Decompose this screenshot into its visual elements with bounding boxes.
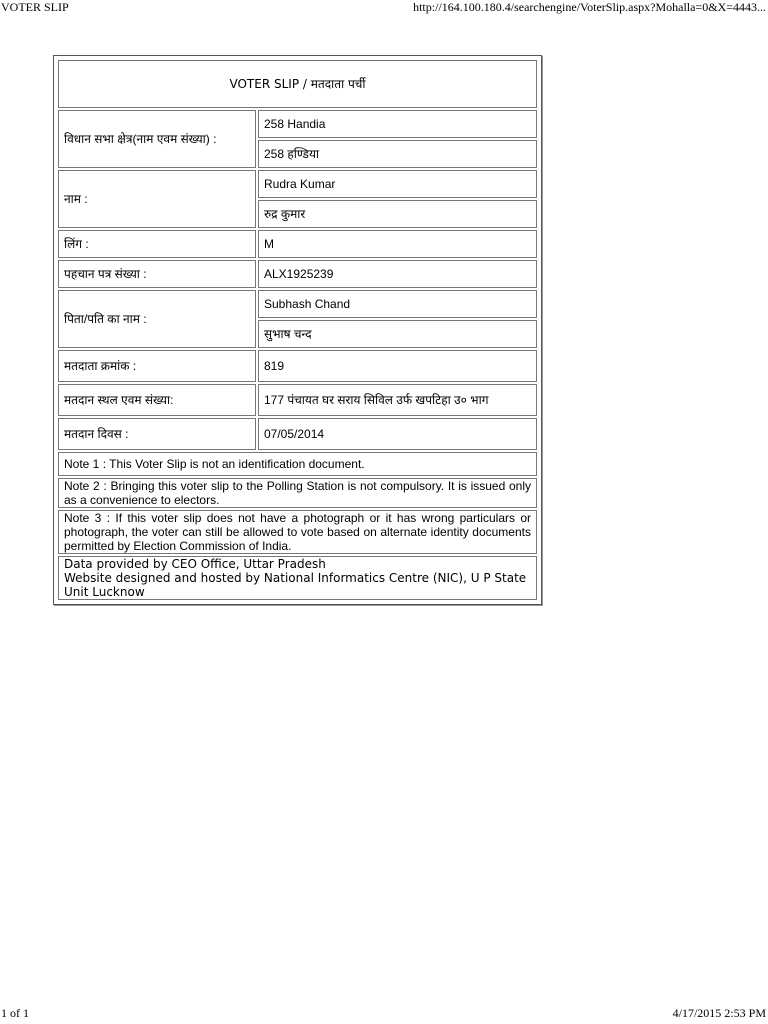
serial-value: 819	[258, 350, 537, 382]
name-value-en: Rudra Kumar	[258, 170, 537, 198]
gender-value: M	[258, 230, 537, 258]
date-value: 07/05/2014	[258, 418, 537, 450]
note-3: Note 3 : If this voter slip does not have a photograph or it has wrong particulars or photograph, the voter can still be allowed to vote based on alternate identity documents permitted by Election Commission of India.	[58, 510, 537, 554]
credits-line-1: Data provided by CEO Office, Uttar Pradesh	[64, 557, 326, 571]
note-2: Note 2 : Bringing this voter slip to the Polling Station is not compulsory. It is issued only as a convenience to electors.	[58, 478, 537, 508]
id-card-label: पहचान पत्र संख्या :	[58, 260, 256, 288]
assembly-value-en: 258 Handia	[258, 110, 537, 138]
father-value-en: Subhash Chand	[258, 290, 537, 318]
station-value: 177 पंचायत घर सराय सिविल उर्फ खपटिहा उ० भाग	[258, 384, 537, 416]
print-header-url: http://164.100.180.4/searchengine/VoterSlip.aspx?Mohalla=0&X=4443...	[413, 0, 766, 14]
serial-label: मतदाता क्रमांक :	[58, 350, 256, 382]
name-label: नाम :	[58, 170, 256, 228]
assembly-value-hi: 258 हण्डिया	[258, 140, 537, 168]
name-value-hi: रुद्र कुमार	[258, 200, 537, 228]
print-footer	[0, 1006, 768, 1022]
id-card-value: ALX1925239	[258, 260, 537, 288]
date-label: मतदान दिवस :	[58, 418, 256, 450]
page-count: 1 of 1	[1, 1006, 29, 1020]
print-timestamp: 4/17/2015 2:53 PM	[672, 1006, 766, 1020]
voter-slip-table	[56, 58, 539, 602]
father-label: पिता/पति का नाम :	[58, 290, 256, 348]
credits	[58, 556, 537, 600]
gender-label: लिंग :	[58, 230, 256, 258]
assembly-label: विधान सभा क्षेत्र(नाम एवम संख्या) :	[58, 110, 256, 168]
note-1: Note 1 : This Voter Slip is not an identification document.	[58, 452, 537, 476]
voter-slip	[53, 55, 542, 605]
credits-line-2: Website designed and hosted by National Informatics Centre (NIC), U P State Unit Lucknow	[64, 571, 527, 599]
station-label: मतदान स्थल एवम संख्या:	[58, 384, 256, 416]
father-value-hi: सुभाष चन्द	[258, 320, 537, 348]
slip-title: VOTER SLIP / मतदाता पर्ची	[58, 60, 537, 108]
print-header	[0, 0, 768, 16]
print-header-title: VOTER SLIP	[1, 0, 69, 14]
